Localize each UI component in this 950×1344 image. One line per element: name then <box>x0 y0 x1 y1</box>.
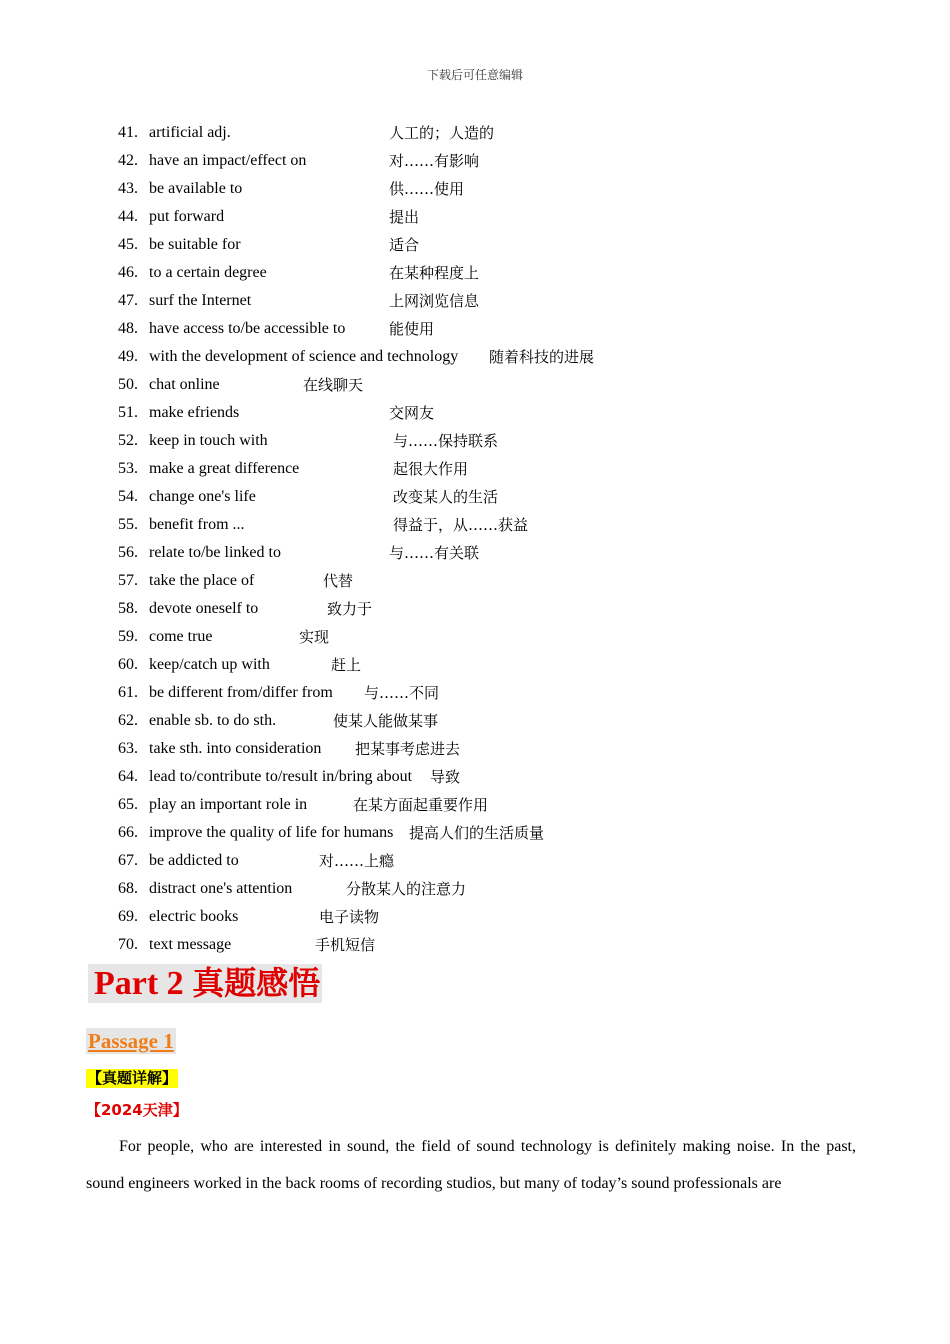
vocab-number: 62. <box>118 712 138 729</box>
vocab-chinese: 电子读物 <box>319 908 380 926</box>
vocab-english: lead to/contribute to/result in/bring about <box>149 768 413 785</box>
vocab-english: have an impact/effect on <box>149 152 307 169</box>
vocab-number: 56. <box>118 544 138 561</box>
vocab-english: be available to <box>149 180 243 197</box>
vocab-chinese: 实现 <box>299 628 330 646</box>
vocab-chinese: 上网浏览信息 <box>389 292 480 310</box>
vocab-number: 63. <box>118 740 138 757</box>
section-tag: 【真题详解】 <box>87 1069 178 1087</box>
vocab-english: put forward <box>149 208 225 225</box>
vocab-number: 61. <box>118 684 138 701</box>
vocab-number: 53. <box>118 460 138 477</box>
vocab-chinese: 供……使用 <box>389 180 465 198</box>
vocab-english: with the development of science and technology <box>149 348 459 365</box>
vocab-chinese: 对……有影响 <box>389 152 480 170</box>
vocab-english: have access to/be accessible to <box>149 320 346 337</box>
vocab-chinese: 导致 <box>430 768 461 786</box>
vocab-chinese: 致力于 <box>327 600 373 618</box>
vocab-english: improve the quality of life for humans <box>149 824 394 841</box>
vocab-chinese: 改变某人的生活 <box>393 488 499 506</box>
vocab-chinese: 分散某人的注意力 <box>346 880 467 898</box>
vocab-english: enable sb. to do sth. <box>149 712 277 729</box>
vocab-number: 60. <box>118 656 138 673</box>
vocab-number: 67. <box>118 852 138 869</box>
vocab-chinese: 在某种程度上 <box>389 264 480 282</box>
vocab-number: 55. <box>118 516 138 533</box>
vocab-chinese: 代替 <box>323 572 354 590</box>
vocab-chinese: 提高人们的生活质量 <box>409 824 545 842</box>
vocab-english: take sth. into consideration <box>149 740 322 757</box>
vocab-number: 41. <box>118 124 138 141</box>
header-note: 下载后可任意编辑 <box>426 68 523 82</box>
vocab-chinese: 交网友 <box>389 404 435 422</box>
vocab-english: relate to/be linked to <box>149 544 281 561</box>
vocab-chinese: 对……上瘾 <box>319 852 395 870</box>
part-title-english: Part 2 <box>94 965 193 1002</box>
vocab-number: 47. <box>118 292 138 309</box>
vocab-chinese: 随着科技的进展 <box>489 348 595 366</box>
vocab-english: benefit from ... <box>149 516 245 533</box>
vocab-english: make efriends <box>149 404 240 421</box>
vocab-english: take the place of <box>149 572 255 589</box>
vocab-english: be suitable for <box>149 236 241 253</box>
vocab-chinese: 能使用 <box>389 320 435 338</box>
vocab-english: come true <box>149 628 213 645</box>
vocab-english: change one's life <box>149 488 256 505</box>
vocab-number: 48. <box>118 320 138 337</box>
vocab-number: 51. <box>118 404 138 421</box>
part-title-chinese: 真题感悟 <box>192 964 321 1002</box>
part-title <box>88 964 322 1003</box>
vocab-chinese: 得益于，从……获益 <box>393 516 529 534</box>
vocab-english: keep in touch with <box>149 432 268 449</box>
vocab-number: 65. <box>118 796 138 813</box>
vocab-number: 64. <box>118 768 138 785</box>
vocab-chinese: 适合 <box>389 236 420 254</box>
vocab-number: 43. <box>118 180 138 197</box>
vocab-english: make a great difference <box>149 460 300 477</box>
vocab-chinese: 与……有关联 <box>389 544 480 562</box>
vocab-number: 59. <box>118 628 138 645</box>
vocab-chinese: 手机短信 <box>315 936 376 954</box>
vocab-english: keep/catch up with <box>149 656 270 673</box>
vocab-number: 46. <box>118 264 138 281</box>
vocab-english: devote oneself to <box>149 600 259 617</box>
vocab-chinese: 把某事考虑进去 <box>355 740 461 758</box>
vocab-english: surf the Internet <box>149 292 252 309</box>
vocab-number: 66. <box>118 824 138 841</box>
vocab-english: electric books <box>149 908 239 925</box>
vocab-english: play an important role in <box>149 796 308 813</box>
vocab-number: 58. <box>118 600 138 617</box>
passage-link[interactable]: Passage 1 <box>88 1029 174 1053</box>
year-tag: 【2024天津】 <box>86 1101 188 1119</box>
vocab-number: 50. <box>118 376 138 393</box>
vocab-english: artificial adj. <box>149 124 231 141</box>
vocab-chinese: 使某人能做某事 <box>333 712 439 730</box>
vocab-number: 54. <box>118 488 138 505</box>
vocab-number: 69. <box>118 908 138 925</box>
vocab-number: 45. <box>118 236 138 253</box>
vocab-english: text message <box>149 936 232 953</box>
vocab-english: to a certain degree <box>149 264 267 281</box>
vocab-chinese: 提出 <box>389 208 420 226</box>
vocab-number: 42. <box>118 152 138 169</box>
passage-paragraph: For people, who are interested in sound, the field of sound technology is definitely making noise. In the past, sound engineers worked in the back rooms of recording studios, but many of today’s sound professionals are <box>86 1138 856 1192</box>
vocab-number: 49. <box>118 348 138 365</box>
vocab-chinese: 与……保持联系 <box>393 432 499 450</box>
vocab-english: chat online <box>149 376 220 393</box>
vocab-chinese: 人工的；人造的 <box>389 124 495 142</box>
vocab-number: 68. <box>118 880 138 897</box>
vocab-number: 44. <box>118 208 138 225</box>
vocab-number: 52. <box>118 432 138 449</box>
vocab-chinese: 在某方面起重要作用 <box>353 796 489 814</box>
vocab-number: 70. <box>118 936 138 953</box>
vocab-english: distract one's attention <box>149 880 293 897</box>
vocab-chinese: 起很大作用 <box>393 460 469 478</box>
vocab-english: be addicted to <box>149 852 239 869</box>
vocab-chinese: 与……不同 <box>364 684 440 702</box>
vocab-number: 57. <box>118 572 138 589</box>
vocab-chinese: 在线聊天 <box>303 376 364 394</box>
vocab-chinese: 赶上 <box>331 656 362 674</box>
vocab-english: be different from/differ from <box>149 684 333 701</box>
